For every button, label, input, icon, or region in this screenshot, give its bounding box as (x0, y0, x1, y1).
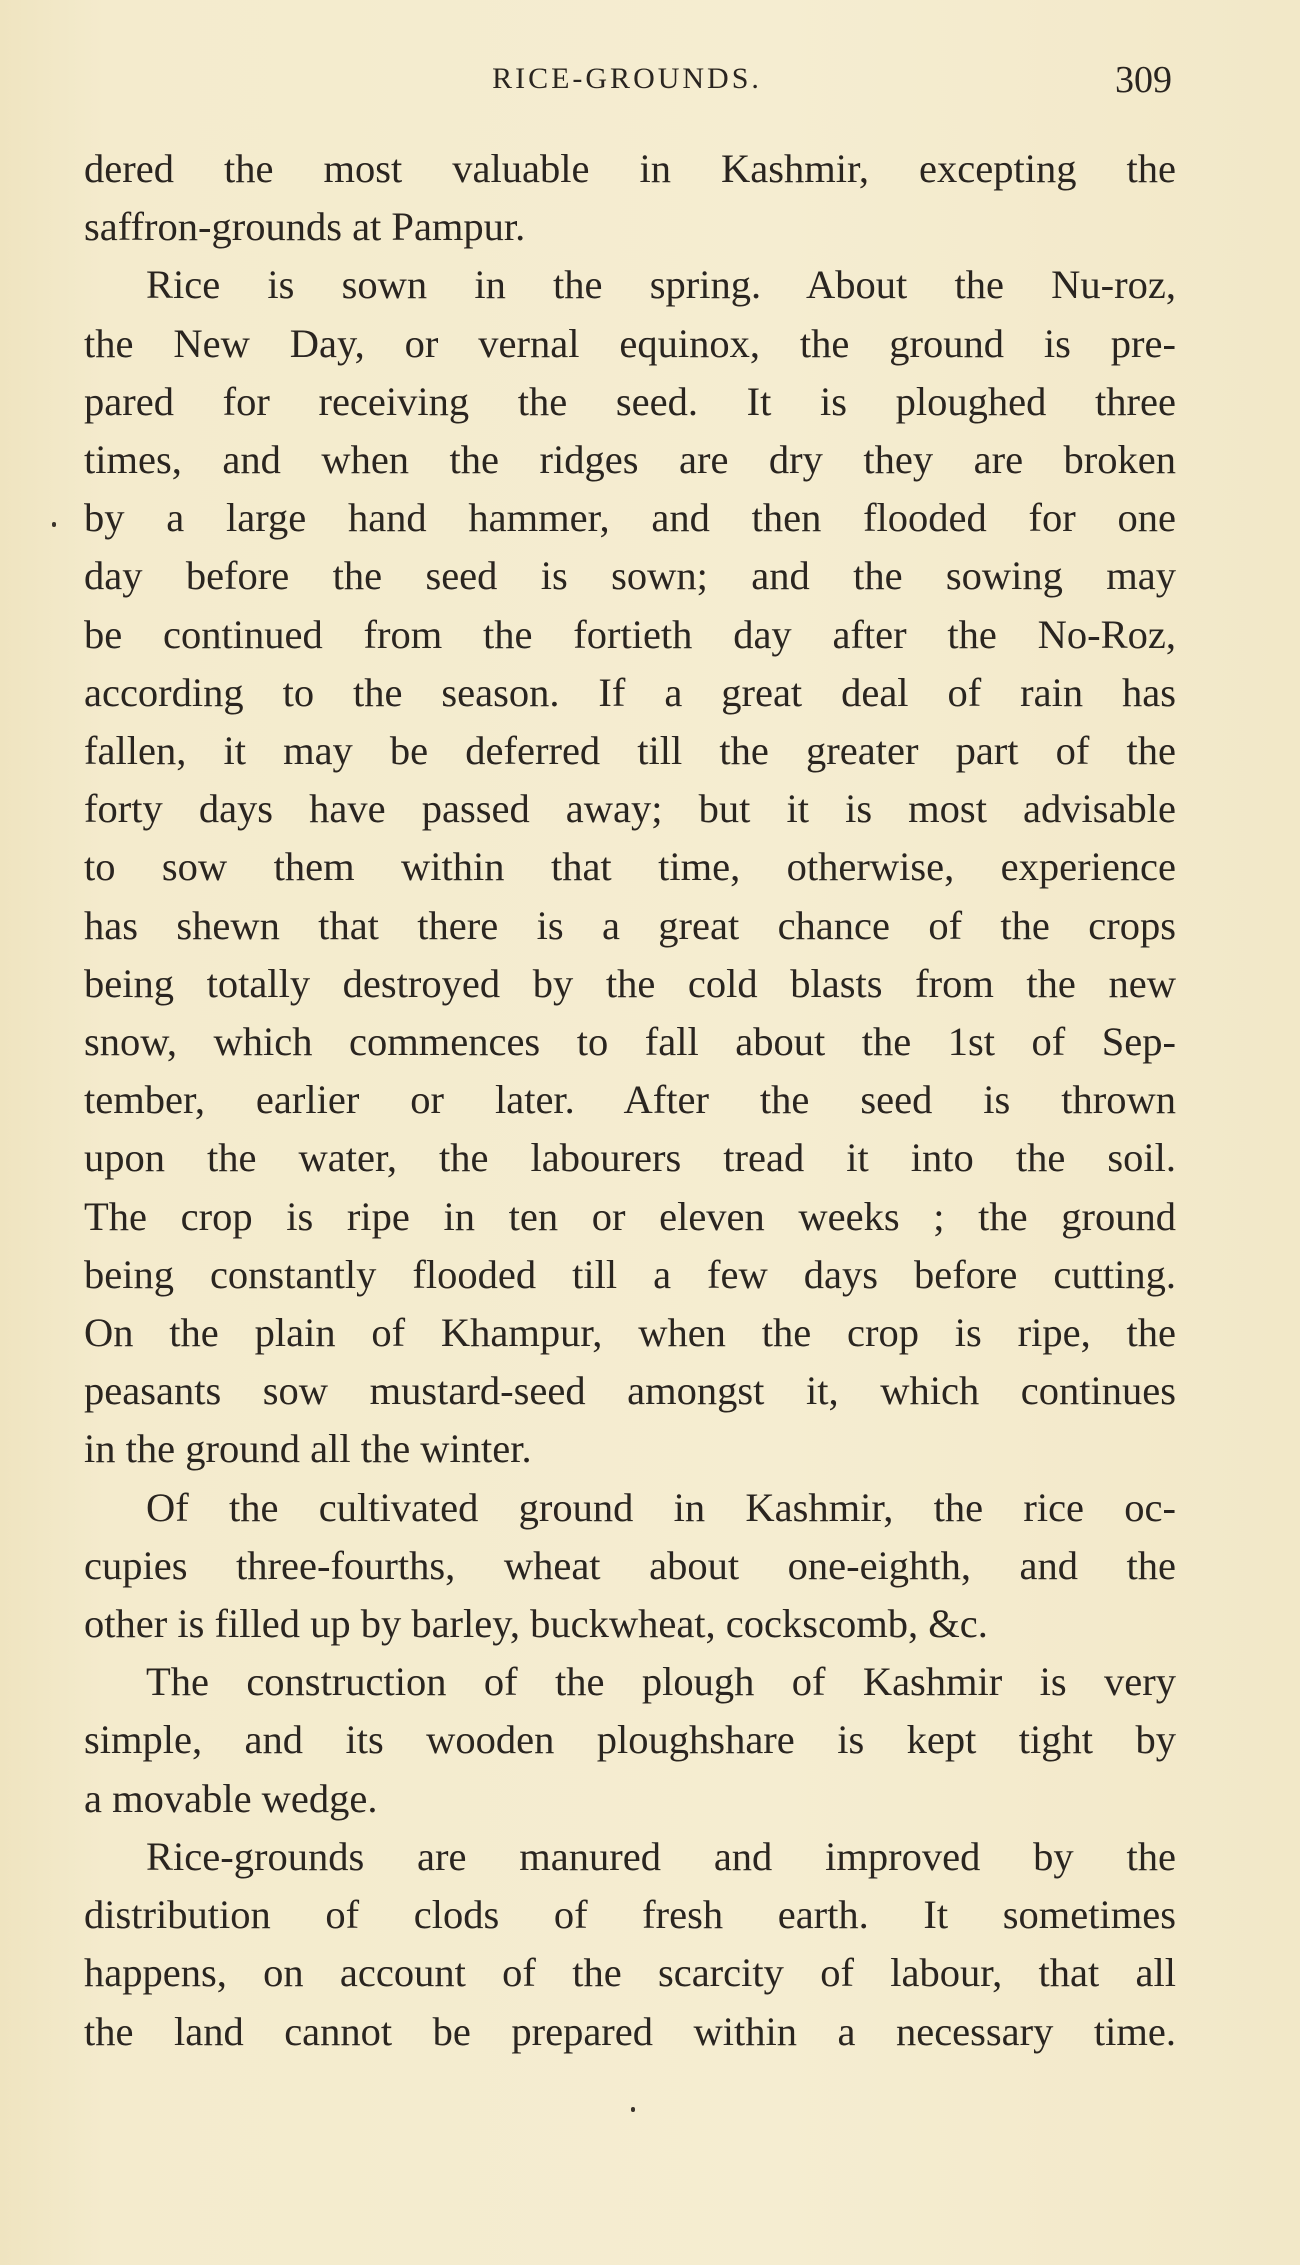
text-line: times, and when the ridges are dry they are broken (84, 437, 1176, 483)
text-line: On the plain of Khampur, when the crop is ripe, the (84, 1310, 1176, 1356)
text-line: peasants sow mustard-seed amongst it, which continues (84, 1368, 1176, 1414)
text-line: being totally destroyed by the cold blasts from the new (84, 960, 1176, 1006)
text-line: pared for receiving the seed. It is ploughed three (84, 378, 1176, 424)
text-line: fallen, it may be deferred till the greater part of the (84, 728, 1176, 774)
running-head-title: RICE-GROUNDS. (492, 62, 762, 95)
text-line: cupies three-fourths, wheat about one-eighth, and the (84, 1542, 1176, 1588)
text-line: saffron-grounds at Pampur. (84, 204, 526, 250)
text-line: has shewn that there is a great chance of the crops (84, 902, 1176, 948)
text-line: Rice is sown in the spring. About the Nu-roz, (146, 262, 1176, 308)
text-line: day before the seed is sown; and the sowing may (84, 553, 1176, 599)
ink-speck (52, 522, 56, 527)
text-line: being constantly flooded till a few days before cutting. (84, 1251, 1176, 1297)
text-line: The crop is ripe in ten or eleven weeks ; the ground (84, 1193, 1176, 1239)
text-line: other is filled up by barley, buckwheat, cockscomb, &c. (84, 1601, 988, 1647)
text-line: in the ground all the winter. (84, 1426, 532, 1472)
text-line: The construction of the plough of Kashmir is very (146, 1659, 1176, 1705)
text-line: according to the season. If a great deal of rain has (84, 669, 1176, 715)
page-number: 309 (1115, 59, 1172, 101)
text-line: upon the water, the labourers tread it into the soil. (84, 1135, 1176, 1181)
text-line: dered the most valuable in Kashmir, excepting the (84, 146, 1176, 191)
ink-speck (631, 2107, 635, 2112)
text-line: Of the cultivated ground in Kashmir, the rice oc- (146, 1484, 1176, 1530)
text-line: to sow them within that time, otherwise, experience (84, 844, 1176, 890)
text-line: be continued from the fortieth day after the No-Roz, (84, 611, 1176, 657)
text-line: the land cannot be prepared within a necessary time. (84, 2008, 1176, 2054)
text-line: Rice-grounds are manured and improved by the (146, 1833, 1176, 1879)
text-line: simple, and its wooden ploughshare is kept tight by (84, 1717, 1176, 1763)
text-line: tember, earlier or later. After the seed is thrown (84, 1077, 1176, 1123)
body-text (84, 140, 1176, 2061)
text-line: snow, which commences to fall about the 1st of Sep- (84, 1019, 1176, 1065)
text-line: forty days have passed away; but it is most advisable (84, 786, 1176, 832)
running-head (82, 58, 1172, 108)
text-line: by a large hand hammer, and then flooded for one (84, 495, 1176, 541)
text-line: the New Day, or vernal equinox, the ground is pre- (84, 320, 1176, 366)
text-line: happens, on account of the scarcity of labour, that all (84, 1950, 1176, 1996)
text-line: distribution of clods of fresh earth. It sometimes (84, 1892, 1176, 1938)
text-line: a movable wedge. (84, 1775, 378, 1821)
